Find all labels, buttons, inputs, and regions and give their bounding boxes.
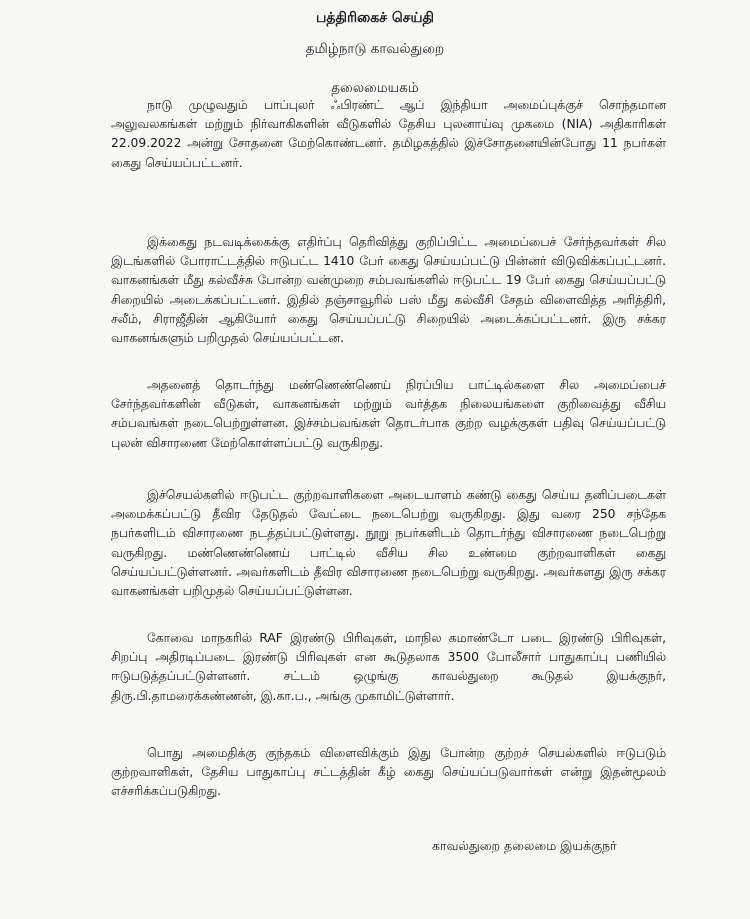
paragraph-4: இச்செயல்களில் ஈடுபட்ட குற்றவாளிகளை அடையாளம் கண்டு கைது செய்ய தனிப்படைகள் அமைக்கப்பட்டு தீவிர தேடுதல் வேட்டை நடைபெற்று வருகிறது. இது வரை 250 சந்தேக நபர்களிடம் விசாரணை நடத்தப்பட்டுள்ளது. நூறு நபர்களிடம் தொடர்ந்து விசாரணை நடைபெற்று வருகிறது. மண்ணெண்ணெய் பாட்டில் வீசிய சில உண்மை குற்றவாளிகள் கைது செய்யப்பட்டுள்ளனர். அவர்களிடம் தீவிர விசாரணை நடைபெற்று வருகிறது. அவர்களது இரு சக்கர வாகனங்கள் பறிமுதல் செய்யப்பட்டுள்ளன.: [111, 488, 666, 599]
paragraph-3: அதனைத் தொடர்ந்து மண்ணெண்ணெய் நிரப்பிய பாட்டில்களை சில அமைப்பைச் சேர்ந்தவர்களின் வீடுகள், வாகனங்கள் மற்றும் வர்த்தக நிலையங்களை குறிவைத்து வீசிய சம்பவங்கள் நடைபெற்றுள்ளன. இச்சம்பவங்கள் தொடர்பாக குற்ற வழக்குகள் பதிவு செய்யப்பட்டு புலன் விசாரணை மேற்கொள்ளப்பட்டு வருகிறது.: [111, 378, 666, 450]
paragraph-2: இக்கைது நடவடிக்கைக்கு எதிர்ப்பு தெரிவித்து குறிப்பிட்ட அமைப்பைச் சேர்ந்தவர்கள் சில இடங்களில் போராட்டத்தில் ஈடுபட்ட 1410 பேர் கைது செய்யப்பட்டு பின்னர் விடுவிக்கப்பட்டனர். வாகனங்கள் மீது கல்வீச்சு போன்ற வன்முறை சம்பவங்களில் ஈடுபட்ட 19 பேர் கைது செய்யப்பட்டு சிறையில் அடைக்கப்பட்டனர். இதில் தஞ்சாவூரில் பஸ் மீது கல்வீசி சேதம் விளைவித்த அரித்திரி, சலீம், சிராஜீதின் ஆகியோர் கைது செய்யப்பட்டு சிறையில் அடைக்கப்பட்டனர். இரு சக்கர வாகனங்களும் பறிமுதல் செய்யப்பட்டன.: [111, 235, 666, 346]
document-title: பத்திரிகைச் செய்தி: [315, 10, 435, 26]
paragraph-1: நாடு முழுவதும் பாப்புலர் ஃபிரண்ட் ஆப் இந்தியா அமைப்புக்குச் சொந்தமான அலுவலகங்கள் மற்றும் நிர்வாகிகளின் வீடுகளில் தேசிய புலனாய்வு முகமை (NIA) அதிகாரிகள் 22.09.2022 அன்று சோதனை மேற்கொண்டனர். தமிழகத்தில் இச்சோதனையின்போது 11 நபர்கள் கைது செய்யப்பட்டனர்.: [111, 98, 666, 170]
department-name: தமிழ்நாடு காவல்துறை: [305, 41, 445, 57]
paragraph-5: கோவை மாநகரில் RAF இரண்டு பிரிவுகள், மாநில கமாண்டோ படை இரண்டு பிரிவுகள், சிறப்பு அதிரடிப்படை இரண்டு பிரிவுகள் என கூடுதலாக 3500 போலீசார் பாதுகாப்பு பணியில் ஈடுபடுத்தப்பட்டுள்ளனர். சட்டம் ஒழுங்கு காவல்துறை கூடுதல் இயக்குநர், திரு.பி.தாமரைக்கண்ணன், இ.கா.ப., அங்கு முகாமிட்டுள்ளார்.: [111, 631, 666, 703]
paragraph-6: பொது அமைதிக்கு குந்தகம் விளைவிக்கும் இது போன்ற குற்றச் செயல்களில் ஈடுபடும் குற்றவாளிகள், தேசிய பாதுகாப்பு சட்டத்தின் கீழ் கைது செய்யப்படுவார்கள் என்று இதன்மூலம் எச்சரிக்கப்படுகிறது.: [111, 746, 666, 799]
signature-line: காவல்துறை தலைமை இயக்குநர்: [432, 838, 617, 853]
office-name: தலைமையகம்: [331, 80, 419, 96]
